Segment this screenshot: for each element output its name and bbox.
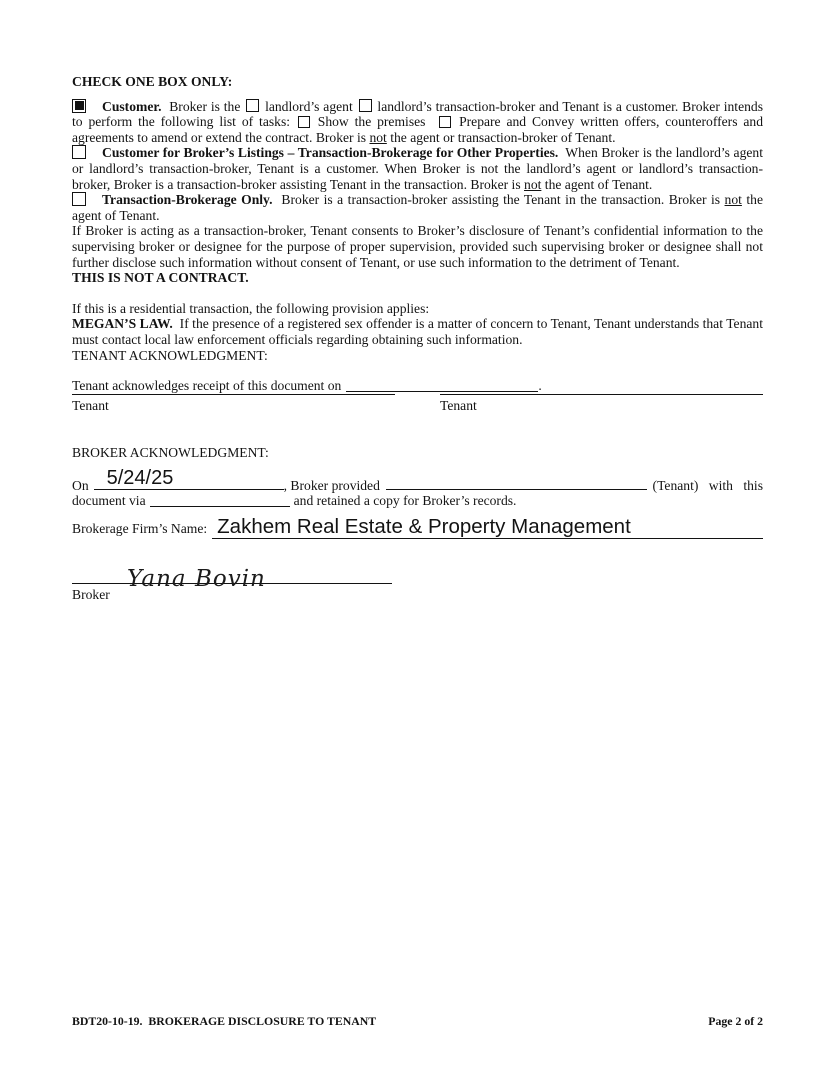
check-one-box-heading: CHECK ONE BOX ONLY:	[72, 74, 233, 89]
not-a-contract-heading: THIS IS NOT A CONTRACT.	[72, 270, 249, 286]
tenant-signature-row	[72, 394, 763, 414]
page-footer	[72, 1014, 763, 1028]
tenant-acknowledgment-heading: TENANT ACKNOWLEDGMENT:	[72, 347, 268, 363]
landlords-transaction-broker-checkbox[interactable]	[359, 99, 372, 112]
text-segment: Customer for Broker’s Listings – Transaction-Brokerage for Other Properties.	[102, 145, 559, 161]
text-segment: landlord’s transaction-broker and Tenant is a customer. Broker intends to perform the following list of tasks:	[72, 98, 763, 130]
form-number-label: BDT20-10-19. BROKERAGE DISCLOSURE TO TENANT	[72, 1014, 377, 1028]
receipt-prefix: Tenant acknowledges receipt of this document on	[72, 378, 342, 394]
text-segment: not	[724, 192, 742, 208]
delivery-method-line[interactable]	[150, 493, 290, 507]
text-segment: the agent or transaction-broker of Tenant.	[386, 129, 616, 145]
broker-signature-label: Broker	[72, 587, 110, 603]
tenant-with-this-label: (Tenant) with this	[652, 477, 763, 493]
tenant-signature-label-1: Tenant	[72, 397, 109, 413]
broker-provided-label: , Broker provided	[283, 477, 380, 493]
broker-date-line[interactable]	[94, 466, 284, 490]
text-segment: When Broker is the landlord’s agent or landlord’s transaction-broker, Tenant is a customer. When Broker is not the landlord’s agent or landlord’s transaction-broker, Broker is a transaction-broker assisting Tenant in the transaction. Broker is	[72, 145, 763, 192]
prepare-convey-checkbox[interactable]	[439, 116, 451, 128]
text-segment: Broker is a transaction-broker assisting the Tenant in the transaction. Broker is	[272, 192, 725, 208]
landlords-agent-checkbox[interactable]	[246, 99, 259, 112]
text-segment: MEGAN’S LAW.	[72, 316, 173, 332]
tenant-signature-label-2: Tenant	[440, 397, 477, 413]
tenant-signature-block-2	[440, 394, 763, 414]
broker-date-value[interactable]: 5/24/25	[106, 466, 174, 489]
customer-brokers-listings-checkbox[interactable]	[72, 145, 86, 159]
residential-note: If this is a residential transaction, the following provision applies:	[72, 300, 430, 316]
text-segment: not	[524, 176, 542, 192]
on-label: On	[72, 477, 89, 493]
transaction-broker-consent-paragraph: If Broker is acting as a transaction-broker, Tenant consents to Broker’s disclosure of Tenant’s confidential information to the supervising broker or designee for the purpose of proper supervision, provided such supervising broker or designee shall not further disclose such information without consent of Tenant, or use such information to the detriment of Tenant.	[72, 223, 763, 270]
page-number-label: Page 2 of 2	[708, 1014, 763, 1028]
broker-signature-value[interactable]: Yana Bovin	[127, 566, 266, 593]
broker-acknowledgment-heading: BROKER ACKNOWLEDGMENT:	[72, 445, 269, 461]
text-segment: the agent of Tenant.	[72, 192, 763, 223]
broker-ack-line-1	[72, 466, 763, 494]
brokerage-firm-line[interactable]	[212, 515, 763, 539]
text-segment: the agent of Tenant.	[541, 176, 653, 192]
text-segment: landlord’s agent	[261, 98, 357, 114]
broker-ack-line-2	[72, 493, 763, 509]
tenant-name-line[interactable]	[386, 476, 647, 490]
document-via-label: document via	[72, 493, 146, 509]
option-brokers-listings-paragraph	[72, 145, 763, 192]
option-transaction-brokerage-paragraph	[72, 192, 763, 223]
text-segment: not	[369, 129, 387, 145]
text-segment: Customer.	[102, 98, 162, 114]
text-segment: Show the premises	[311, 114, 438, 130]
brokerage-firm-value[interactable]: Zakhem Real Estate & Property Management	[217, 515, 631, 539]
tenant-signature-block-1	[72, 394, 395, 414]
show-premises-checkbox[interactable]	[298, 116, 310, 128]
tenant-signature-line-2[interactable]	[440, 394, 763, 395]
text-segment: Prepare and Convey written offers, counteroffers and agreements to amend or extend the contract. Broker is	[72, 114, 763, 145]
receipt-suffix: .	[538, 378, 542, 394]
brokerage-firm-row	[72, 515, 763, 539]
text-segment: Transaction-Brokerage Only.	[102, 192, 273, 208]
retained-copy-label: and retained a copy for Broker’s records.	[293, 493, 517, 509]
brokerage-firm-label: Brokerage Firm’s Name:	[72, 521, 208, 537]
customer-checkbox[interactable]	[72, 99, 86, 113]
text-segment: If the presence of a registered sex offender is a matter of concern to Tenant, Tenant understands that Tenant must contact local law enforcement officials regarding obtaining such information.	[72, 316, 763, 347]
megans-law-paragraph	[72, 316, 763, 347]
receipt-date-line[interactable]	[346, 378, 538, 392]
broker-signature-line[interactable]	[72, 549, 392, 593]
transaction-brokerage-only-checkbox[interactable]	[72, 192, 86, 206]
receipt-line	[72, 378, 763, 394]
tenant-signature-line-1[interactable]	[72, 394, 395, 395]
option-customer-paragraph	[72, 99, 763, 146]
text-segment: Broker is the	[161, 98, 245, 114]
